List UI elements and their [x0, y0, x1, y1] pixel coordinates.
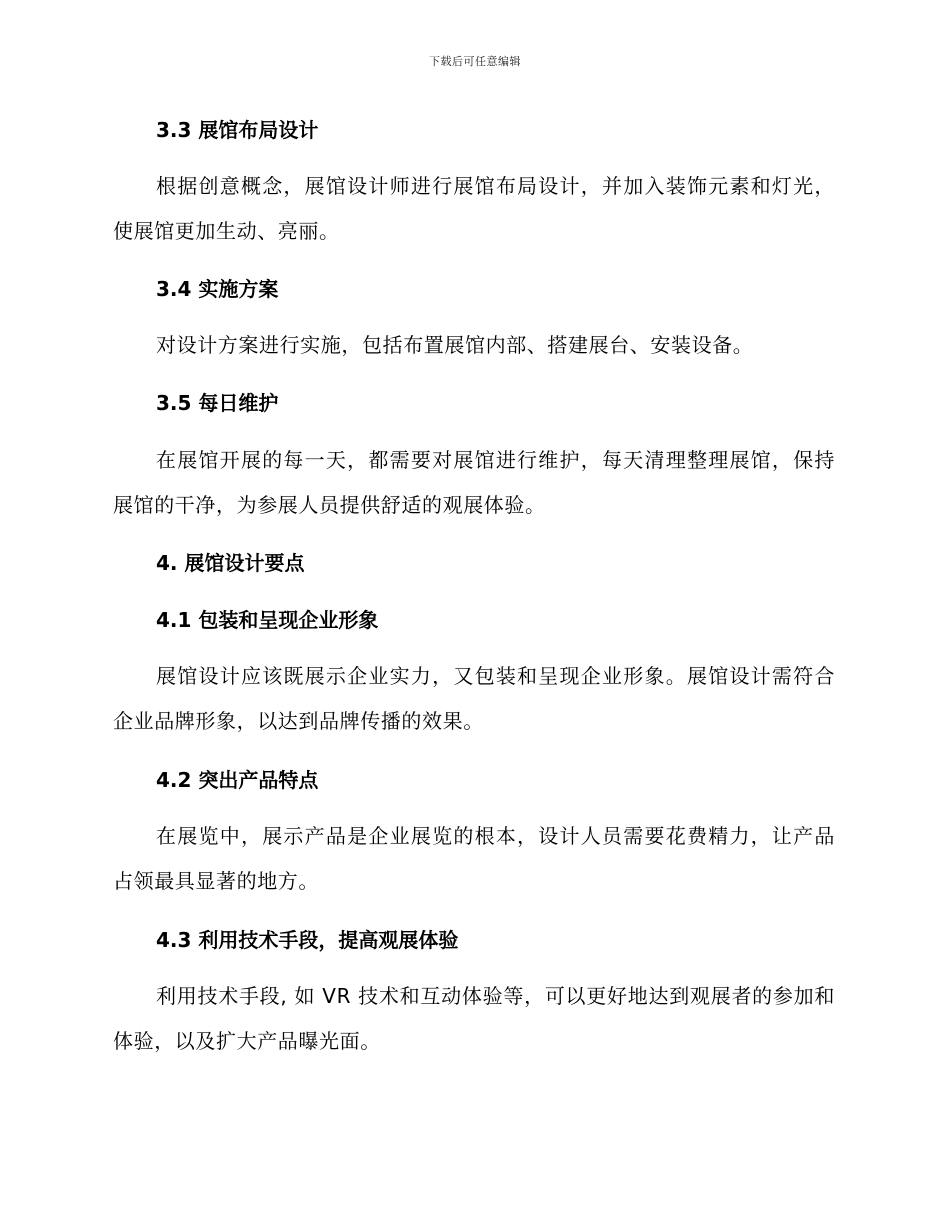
paragraph-4-1: 展馆设计应该既展示企业实力，又包装和呈现企业形象。展馆设计需符合企业品牌形象，以达到品牌传播的效果。 — [113, 664, 835, 733]
heading-3-5: 3.5 每日维护 — [156, 391, 279, 415]
heading-3-3: 3.3 展馆布局设计 — [156, 118, 319, 142]
paragraph-4-3: 利用技术手段, 如 VR 技术和互动体验等，可以更好地达到观展者的参加和体验，以及扩大产品曝光面。 — [113, 984, 835, 1053]
paragraph-4-2: 在展览中，展示产品是企业展览的根本，设计人员需要花费精力，让产品占领最具显著的地方。 — [113, 824, 835, 893]
paragraph-3-4: 对设计方案进行实施，包括布置展馆内部、搭建展台、安装设备。 — [156, 333, 754, 357]
page-header: 下载后可任意编辑 — [429, 55, 521, 68]
heading-3-4: 3.4 实施方案 — [156, 277, 279, 301]
heading-4-1: 4.1 包装和呈现企业形象 — [156, 608, 379, 632]
heading-4-3: 4.3 利用技术手段，提高观展体验 — [156, 928, 459, 952]
heading-4: 4. 展馆设计要点 — [156, 551, 305, 575]
paragraph-3-3: 根据创意概念，展馆设计师进行展馆布局设计，并加入装饰元素和灯光，使展馆更加生动、亮丽。 — [113, 174, 835, 243]
paragraph-3-5: 在展馆开展的每一天，都需要对展馆进行维护，每天清理整理展馆，保持展馆的干净，为参展人员提供舒适的观展体验。 — [113, 448, 835, 517]
heading-4-2: 4.2 突出产品特点 — [156, 768, 319, 792]
